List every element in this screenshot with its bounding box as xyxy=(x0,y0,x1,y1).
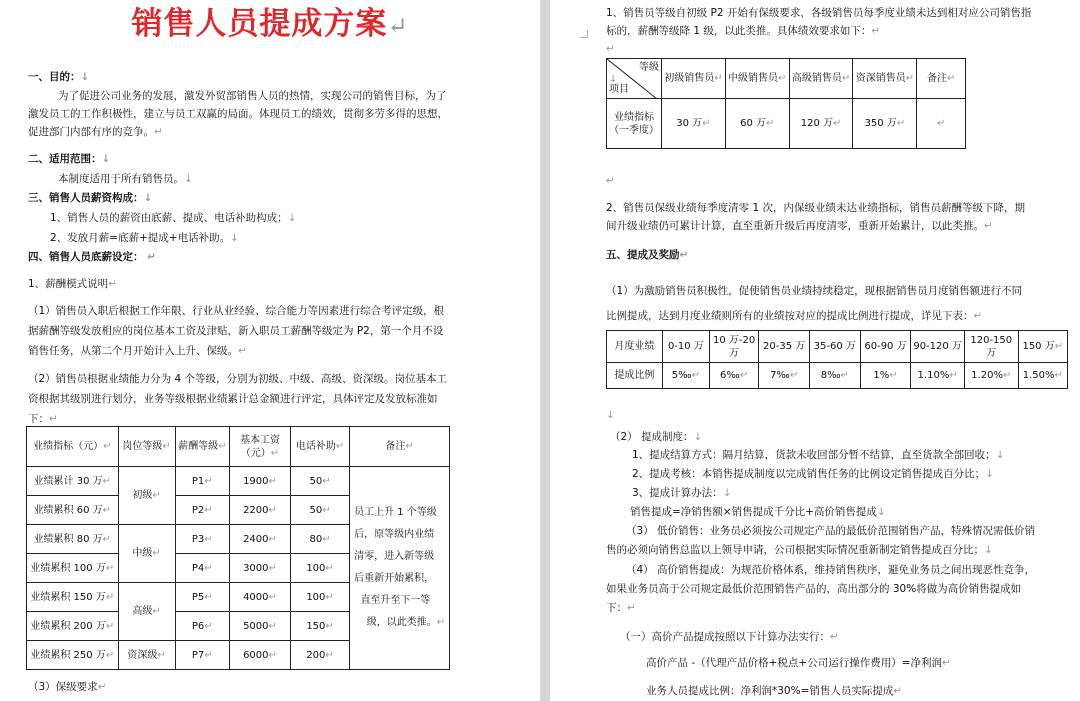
paragraph-line: （3） 低价销售：业务员必须按公司规定产品的最低价范围销售产品，特殊情况需低价销 xyxy=(626,525,1036,537)
paragraph-line: 下：↵ xyxy=(28,413,58,425)
paragraph-line: 2、销售员保级业绩每季度清零 1 次，内保级业绩未达业绩指标，销售员薪酬等级下降，期 xyxy=(606,202,1026,214)
table-cell: 60-90 万 xyxy=(860,331,911,363)
paragraph-mark: ↵ xyxy=(606,43,615,55)
list-item: 1、销售人员的薪资由底薪、提成、电话补助构成；↓ xyxy=(50,212,297,224)
column-header: 薪酬等级↵ xyxy=(175,427,229,467)
paragraph-line: 资根据其级别进行划分，业务等级根据业绩累计总金额进行评定，具体评定及发放标准如 xyxy=(28,393,438,405)
table-cell: 5000↵ xyxy=(229,612,290,641)
table-cell: ↵ xyxy=(917,99,966,149)
table-cell: P7↵ xyxy=(175,641,229,670)
table-cell: 业绩累积 60 万↵ xyxy=(27,496,119,525)
paragraph-line: （1）为激励销售员积极性，促使销售员业绩持续稳定，现根据销售员月度销售额进行不同 xyxy=(606,285,1023,297)
table-cell: 中级↵ xyxy=(118,525,175,583)
table-cell: 初级↵ xyxy=(118,467,175,525)
paragraph-line: 售的必须向销售总监以上领导申请，公司根据实际情况重新制定销售提成百分比；↓ xyxy=(606,544,993,556)
table-cell: 20-35 万 xyxy=(759,331,810,363)
list-item: 1、提成结算方式：隔月结算，货款未收回部分暂不结算，直至货款全部回收；↓ xyxy=(632,449,1005,461)
column-header: 电话补助↵ xyxy=(291,427,350,467)
table-header-row xyxy=(607,59,966,99)
table-cell: 2200↵ xyxy=(229,496,290,525)
table-cell: 6000↵ xyxy=(229,641,290,670)
paragraph-line: （2）销售员根据业绩能力分为 4 个等级，分别为初级、中级、高级、资深级。岗位基本工 xyxy=(28,373,448,385)
table-cell: 6‰↵ xyxy=(709,363,758,389)
table-cell: 业绩累计 30 万↵ xyxy=(27,467,119,496)
table-cell: 4000↵ xyxy=(229,583,290,612)
paragraph-line: 为了促进公司业务的发展，激发外贸部销售人员的热情，实现公司的销售目标，为了 xyxy=(58,90,447,102)
list-item: 2、提成考核：本销售提成制度以完成销售任务的比例设定销售提成百分比；↓ xyxy=(632,468,994,480)
table-header-row xyxy=(27,427,450,467)
table-note-cell: 员工上升 1 个等级 后，原等级内业绩 清零，进入新等级 后重新开始累积， 直至升至下一等 级，以此类推。↵ xyxy=(350,467,450,670)
section-3-heading: 三、销售人员薪资构成：↓ xyxy=(28,192,153,204)
paragraph-line: 1、销售员等级自初级 P2 开始有保级要求，各级销售员每季度业绩未达到相对应公司销售指 xyxy=(606,7,1032,19)
table-row xyxy=(27,467,450,496)
paragraph-line: 销售任务，从第二个月开始计入上升、保级。↵ xyxy=(28,345,247,357)
paragraph-mark: ↵ xyxy=(606,175,615,187)
paragraph-line: （1）销售员入职后根据工作年限、行业从业经验、综合能力等因素进行综合考评定级，根 xyxy=(28,305,445,317)
quarterly-target-table xyxy=(606,58,966,149)
table-cell: P3↵ xyxy=(175,525,229,554)
sub-heading: （一）高价产品提成按照以下计算办法实行：↵ xyxy=(620,631,839,643)
table-cell: 350 万↵ xyxy=(853,99,917,149)
table-cell: 30 万↵ xyxy=(662,99,726,149)
table-cell: 业绩累积 150 万↵ xyxy=(27,583,119,612)
column-header: 中级销售员↵ xyxy=(725,59,789,99)
table-cell: 2400↵ xyxy=(229,525,290,554)
table-cell: 200↵ xyxy=(291,641,350,670)
paragraph-line: 下：↵ xyxy=(606,602,636,614)
sub-heading: （2） 提成制度：↓ xyxy=(610,431,703,443)
table-cell: 业绩累积 100 万↵ xyxy=(27,554,119,583)
commission-rate-table xyxy=(606,330,1068,389)
table-cell: 业绩累积 80 万↵ xyxy=(27,525,119,554)
table-cell: P5↵ xyxy=(175,583,229,612)
list-item: 3、提成计算办法：↓ xyxy=(632,487,732,499)
table-corner-cell: 等级 ↓ 项目 xyxy=(607,59,662,99)
column-header: 资深销售员↵ xyxy=(853,59,917,99)
paragraph-line: 据薪酬等级发放相应的岗位基本工资及津贴，新入职员工薪酬等级定为 P2，第一个月不设 xyxy=(28,325,444,337)
table-cell: 150 万↵ xyxy=(1018,331,1067,363)
table-cell: 100↵ xyxy=(291,554,350,583)
table-cell: 150↵ xyxy=(291,612,350,641)
table-cell: 120-150 万 xyxy=(964,331,1018,363)
table-cell: 高级↵ xyxy=(118,583,175,641)
table-cell: 120 万↵ xyxy=(789,99,853,149)
table-row xyxy=(607,363,1068,389)
formula-line: 业务人员提成比例：净利润*30%=销售人员实际提成↵ xyxy=(646,685,903,697)
table-cell: 10 万-20 万 xyxy=(709,331,758,363)
column-header: 高级销售员↵ xyxy=(789,59,853,99)
table-cell: 资深级↵ xyxy=(118,641,175,670)
paragraph-line: （4） 高价销售提成：为规范价格体系，维持销售秩序，避免业务员之间出现恶性竞争， xyxy=(626,564,1036,576)
table-cell: P1↵ xyxy=(175,467,229,496)
list-item: 2、发放月薪=底薪+提成+电话补助。↓ xyxy=(50,232,239,244)
column-header: 业绩指标（元）↵ xyxy=(27,427,119,467)
page-gutter xyxy=(540,0,550,701)
section-4-heading: 四、销售人员底薪设定： ↵ xyxy=(28,251,156,263)
formula-line: 高价产品 -（代理产品价格+税点+公司运行操作费用）=净利润↵ xyxy=(646,657,951,669)
table-cell: 90-120 万 xyxy=(911,331,965,363)
paragraph-line: 促进部门内部有序的竞争。↵ xyxy=(28,126,163,138)
table-cell: 100↵ xyxy=(291,583,350,612)
table-cell: 1.10%↵ xyxy=(911,363,965,389)
paragraph-line: 比例提成，达到月度业绩则所有的业绩按对应的提成比例进行提成，详见下表：↵ xyxy=(606,310,983,322)
table-cell: 业绩累积 200 万↵ xyxy=(27,612,119,641)
column-header: 岗位等级↵ xyxy=(118,427,175,467)
table-cell: 5‰↵ xyxy=(662,363,709,389)
formula-line: 销售提成=净销售额×销售提成千分比+高价销售提成↓ xyxy=(630,506,886,518)
table-row xyxy=(607,331,1068,363)
table-cell: 1%↵ xyxy=(860,363,911,389)
section-1-heading: 一、目的：↓ xyxy=(28,71,90,83)
table-cell: 50↵ xyxy=(291,467,350,496)
table-cell: 7‰↵ xyxy=(759,363,810,389)
salary-mode-heading: 1、薪酬模式说明↵ xyxy=(28,278,117,290)
table-cell: 80↵ xyxy=(291,525,350,554)
table-cell: 35-60 万 xyxy=(809,331,860,363)
section-2-text: 本制度适用于所有销售员。↓ xyxy=(58,173,193,185)
table-cell: 60 万↵ xyxy=(725,99,789,149)
table-cell: 8‰↵ xyxy=(809,363,860,389)
paragraph-line: 标的，薪酬等级降 1 级，以此类推。具体绩效要求如下：↵ xyxy=(606,25,881,37)
table-cell: 3000↵ xyxy=(229,554,290,583)
column-header: 基本工资 （元）↵ xyxy=(229,427,290,467)
paragraph-mark: ↓ xyxy=(606,409,615,421)
table-cell: P4↵ xyxy=(175,554,229,583)
row-header: 提成比例 xyxy=(607,363,663,389)
page-corner-mark xyxy=(580,30,588,38)
salary-level-table xyxy=(26,426,450,670)
table-cell: 1900↵ xyxy=(229,467,290,496)
table-row xyxy=(607,99,966,149)
section-2-heading: 二、适用范围：↓ xyxy=(28,153,111,165)
table-cell: 1.50%↵ xyxy=(1018,363,1067,389)
row-header: 月度业绩 xyxy=(607,331,663,363)
table-cell: 业绩累积 250 万↵ xyxy=(27,641,119,670)
document-title: 销售人员提成方案↵ xyxy=(131,6,409,42)
row-header: 业绩指标 （一季度） xyxy=(607,99,662,149)
column-header: 备注↵ xyxy=(350,427,450,467)
column-header: 初级销售员↵ xyxy=(662,59,726,99)
table-cell: P2↵ xyxy=(175,496,229,525)
paragraph-line: 如果业务员高于公司规定最低价范围销售产品的，高出部分的 30%将做为高价销售提成如 xyxy=(606,583,1022,595)
document-page-right xyxy=(550,0,1080,701)
column-header: 备注↵ xyxy=(917,59,966,99)
paragraph-line: （3）保级要求↵ xyxy=(28,681,107,693)
table-cell: 1.20%↵ xyxy=(964,363,1018,389)
table-cell: 50↵ xyxy=(291,496,350,525)
paragraph-line: 激发员工的工作积极性，建立与员工双赢的局面。体现员工的绩效，贯彻多劳多得的思想， xyxy=(28,108,448,120)
paragraph-line: 间升级业绩仍可累计计算，直至重新升级后再度清零，重新开始累计，以此类推。↵ xyxy=(606,220,993,232)
table-cell: P6↵ xyxy=(175,612,229,641)
table-cell: 0-10 万 xyxy=(662,331,709,363)
section-5-heading: 五、提成及奖励↵ xyxy=(606,249,689,261)
